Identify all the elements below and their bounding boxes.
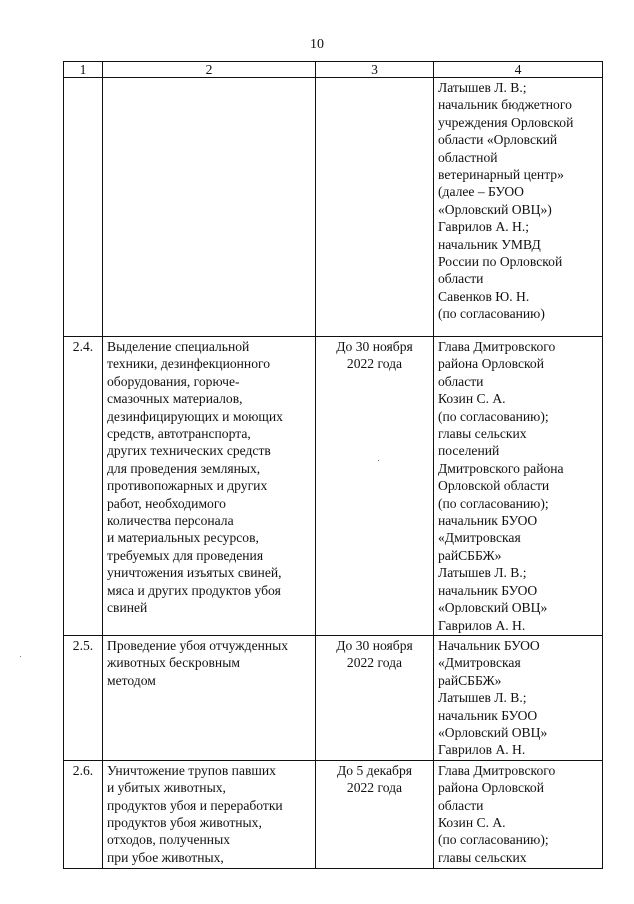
action-cell: Выделение специальной техники, дезинфекционного оборудования, горюче- смазочных материалов, дезинфицирующих и моющих средств, автотранспорта, других технических средств для проведения земляных, противопожарных и других работ, необходимого количества персонала и материальных ресурсов, требуемых для проведения уничтожения изъятых свиней, мяса и других продуктов убоя свиней [103,337,316,636]
column-header-1: 1 [64,62,103,78]
responsible-cell: Латышев Л. В.; начальник бюджетного учреждения Орловской области «Орловский областной ветеринарный центр» (далее – БУОО «Орловский ОВЦ») Гаврилов А. Н.; начальник УМВД России по Орловской области Савенков Ю. Н. (по согласованию) [434,78,603,337]
column-header-4: 4 [434,62,603,78]
deadline-cell: До 5 декабря 2022 года [316,760,434,868]
scan-speck [378,460,379,461]
plan-table [63,61,603,869]
action-cell: Проведение убоя отчужденных животных бескровным методом [103,635,316,760]
page-number: 10 [310,37,324,52]
row-number: 2.4. [64,337,103,636]
responsible-cell: Начальник БУОО «Дмитровская райСББЖ» Латышев Л. В.; начальник БУОО «Орловский ОВЦ» Гаврилов А. Н. [434,635,603,760]
scan-speck [20,656,21,657]
deadline-cell: До 30 ноября 2022 года [316,635,434,760]
deadline-cell [316,78,434,337]
action-cell [103,78,316,337]
row-number [64,78,103,337]
responsible-cell: Глава Дмитровского района Орловской области Козин С. А. (по согласованию); главы сельских [434,760,603,868]
action-cell: Уничтожение трупов павших и убитых животных, продуктов убоя и переработки продуктов убоя животных, отходов, полученных при убое животных, [103,760,316,868]
table-row [64,78,603,337]
table-row [64,635,603,760]
responsible-cell: Глава Дмитровского района Орловской области Козин С. А. (по согласованию); главы сельских поселений Дмитровского района Орловской области (по согласованию); начальник БУОО «Дмитровская райСББЖ» Латышев Л. В.; начальник БУОО «Орловский ОВЦ» Гаврилов А. Н. [434,337,603,636]
column-header-2: 2 [103,62,316,78]
header-row [64,62,603,78]
deadline-cell: До 30 ноября 2022 года [316,337,434,636]
table-row [64,337,603,636]
row-number: 2.6. [64,760,103,868]
column-header-3: 3 [316,62,434,78]
table-row [64,760,603,868]
row-number: 2.5. [64,635,103,760]
